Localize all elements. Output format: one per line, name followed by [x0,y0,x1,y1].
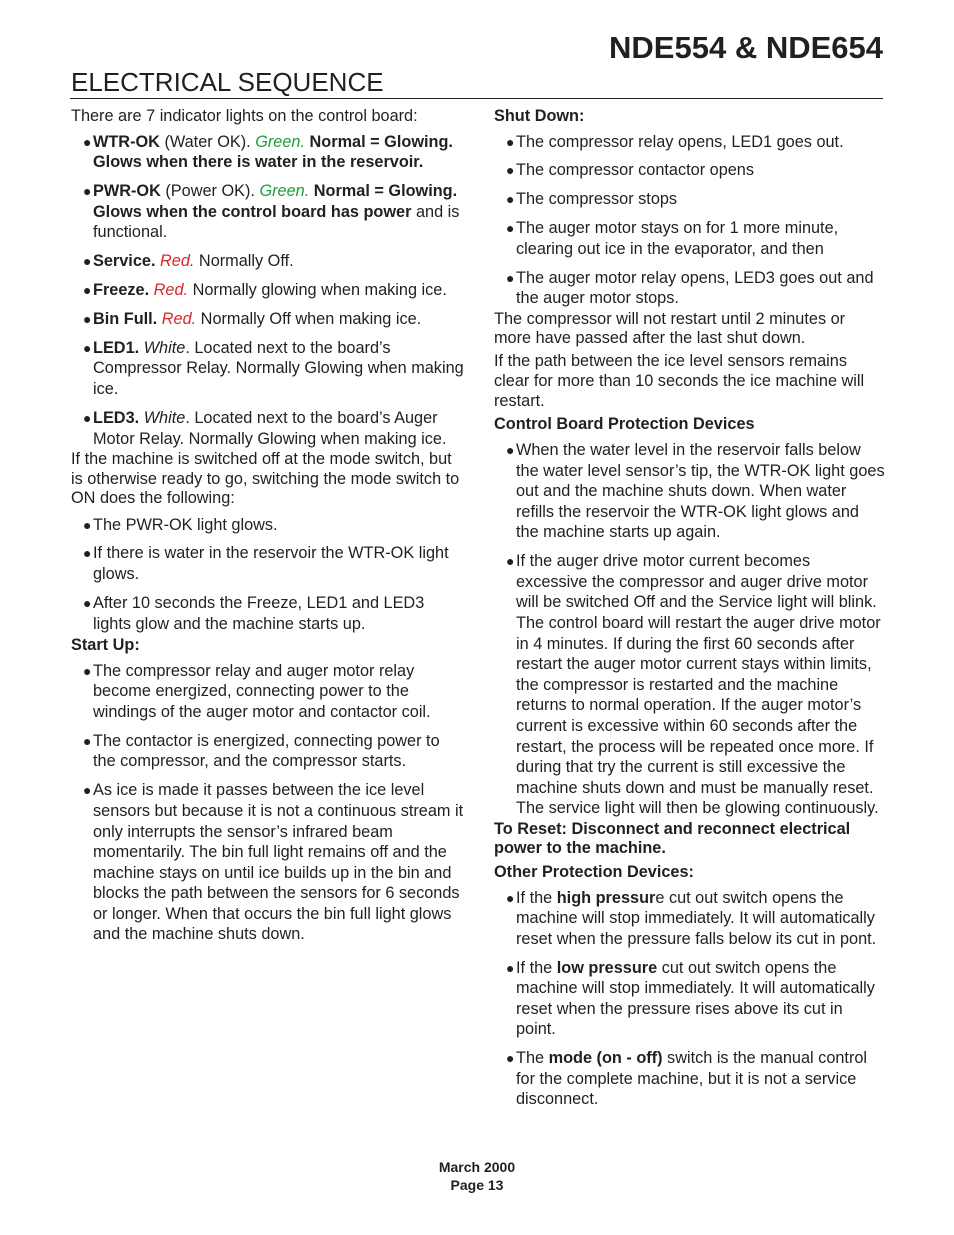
light-color: Red. [153,281,189,300]
bullet-icon: ● [506,1050,515,1067]
light-color: Red. [160,252,195,271]
bullet-icon: ● [506,553,515,570]
light-item-bin-full [71,309,466,330]
startup-item-text: As ice is made it passes between the ice level sensors but because it is not a continuous stream it only interrupts the sensor’s infrared beam momentarily. The bin full light remains off and the machine stays on until ice builds up in the bin and blocks the path between the sensors for 6 seconds or longer. When that occurs the bin full light glows and the machine shuts down. [93,781,464,944]
light-name: Bin Full. [93,309,158,328]
shutdown-item [494,132,886,153]
other-item-post: e cut out switch opens the machine will stop immediately. It will automatically reset when the pressure falls below its cut in pont. [516,888,877,948]
shutdown-item-text: The compressor contactor opens [516,161,755,180]
intro-text: There are 7 indicator lights on the control board: [71,107,418,125]
startup-item [71,661,466,723]
mode-item [71,515,466,536]
shutdown-item-text: The auger motor relay opens, LED3 goes out and the auger motor stops. [516,268,874,308]
light-desc: Normally Off. [194,252,294,271]
reset-instruction: To Reset: Disconnect and reconnect electrical power to the machine. [494,819,851,858]
other-item [494,958,886,1040]
light-name: Freeze. [93,281,150,300]
shutdown-heading: Shut Down: [494,107,585,125]
light-color: Green. [255,132,305,151]
light-paren: (Power OK). [160,182,255,201]
other-item [494,888,886,950]
startup-heading: Start Up: [71,636,140,655]
light-name: LED1. [93,338,140,357]
startup-item [71,731,466,772]
other-item-pre: If the [516,958,557,977]
light-paren: (Water OK). [159,132,251,151]
footer-page-number: Page 13 [450,1177,504,1193]
other-item-pre: If the [516,888,557,907]
light-item-freeze [71,280,466,301]
bullet-icon: ● [83,594,92,611]
other-item-post: switch is the manual control for the complete machine, but it is not a service disconnect. [516,1049,868,1109]
mode-item [71,593,466,634]
shutdown-item [494,218,886,259]
light-desc: . Located next to the board’s Auger Motor Relay. Normally Glowing when making ice. [93,408,447,448]
mode-item-text: If there is water in the reservoir the WTR-OK light glows. [93,544,449,584]
mode-item-text: The PWR-OK light glows. [93,515,278,534]
bullet-icon: ● [83,253,92,270]
shutdown-note: If the path between the ice level sensors remains clear for more than 10 seconds the ice machine will restart. [494,351,865,410]
light-name: PWR-OK [93,182,161,201]
bullet-icon: ● [83,339,92,356]
light-item-led3 [71,408,466,449]
startup-item-text: The compressor relay and auger motor relay become energized, connecting power to the windings of the auger motor and contactor coil. [93,661,431,721]
bullet-icon: ● [83,662,92,679]
shutdown-note: The compressor will not restart until 2 minutes or more have passed after the last shut down. [494,309,846,348]
shutdown-item [494,268,886,309]
light-name: Service. [93,252,156,271]
light-item-led1 [71,338,466,400]
mode-item-text: After 10 seconds the Freeze, LED1 and LED3 lights glow and the machine starts up. [93,593,425,633]
bullet-icon: ● [83,545,92,562]
bullet-icon: ● [506,889,515,906]
bullet-icon: ● [506,220,515,237]
footer-date: March 2000 [438,1159,516,1175]
light-color: White [143,338,186,357]
header-rule [70,98,883,99]
bullet-icon: ● [83,282,92,299]
bullet-icon: ● [506,162,515,179]
bullet-icon: ● [83,409,92,426]
shutdown-item [494,160,886,181]
startup-item [71,780,466,945]
light-rest: and is functional. [93,202,460,242]
page-footer [0,1158,954,1194]
bullet-icon: ● [83,516,92,533]
bullet-icon: ● [83,310,92,327]
bullet-icon: ● [83,133,92,150]
right-column [494,106,886,1118]
light-color: Green. [259,182,310,201]
shutdown-item-text: The compressor relay opens, LED1 goes out. [516,132,844,151]
section-title: ELECTRICAL SEQUENCE [71,67,384,97]
other-item [494,1048,886,1110]
shutdown-item [494,189,886,210]
mode-text: If the machine is switched off at the mode switch, but is otherwise ready to go, switching the mode switch to ON does the following: [71,450,460,508]
protection-item [494,551,886,819]
protection-item-text: When the water level in the reservoir falls below the water level sensor’s tip, the WTR-OK light goes out and the machine shuts down. When water refills the reservoir the WTR-OK light glows and the machine starts up again. [516,440,885,542]
mode-item [71,543,466,584]
left-column [71,106,466,953]
bullet-icon: ● [506,191,515,208]
bullet-icon: ● [506,959,515,976]
light-name: WTR-OK [93,132,160,151]
other-item-pre: The [516,1049,549,1068]
light-desc: Normally Off when making ice. [196,309,422,328]
light-item-pwr-ok [71,181,466,243]
other-item-bold: high pressur [556,888,656,907]
other-heading: Other Protection Devices: [494,862,694,881]
bullet-icon: ● [506,133,515,150]
light-desc: Normally glowing when making ice. [188,281,447,300]
bullet-icon: ● [83,183,92,200]
other-item-bold: mode (on - off) [548,1049,663,1068]
light-desc: . Located next to the board’s Compressor Relay. Normally Glowing when making ice. [93,338,464,399]
light-item-service [71,251,466,272]
protection-item [494,440,886,543]
protection-item-text: If the auger drive motor current becomes excessive the compressor and auger drive motor will be switched Off and the Service light will blink. The control board will restart the auger drive motor in 4 minutes. If during the first 60 seconds after restart the auger motor current stays within limits, the compressor is restarted and the machine returns to normal operation. If the auger motor’s current is excessive within 60 seconds after the restart, the process will be repeated once more. If during that try the current is still excessive the machine shuts down and must be manually reset. The service light will then be glowing continuously. [516,552,881,818]
bullet-icon: ● [506,441,515,458]
shutdown-item-text: The compressor stops [516,190,678,209]
shutdown-item-text: The auger motor stays on for 1 more minute, clearing out ice in the evaporator, and then [516,219,839,258]
other-item-bold: low pressure [556,958,658,977]
protection-heading: Control Board Protection Devices [494,415,755,434]
light-name: LED3. [93,408,140,427]
bullet-icon: ● [83,732,92,749]
other-item-post: cut out switch opens the machine will stop immediately. It will automatically reset when the pressure rises above its cut in point. [516,958,875,1039]
light-color: White [143,408,186,427]
light-normal: Normal = Glowing. Glows when there is water in the reservoir. [93,132,453,172]
bullet-icon: ● [83,782,92,799]
bullet-icon: ● [506,269,515,286]
light-normal: Normal = Glowing. Glows when the control board has power [93,182,458,221]
light-item-wtr-ok [71,132,466,173]
startup-item-text: The contactor is energized, connecting power to the compressor, and the compressor starts. [93,731,440,771]
model-title: NDE554 & NDE654 [609,30,883,65]
light-color: Red. [161,309,197,328]
